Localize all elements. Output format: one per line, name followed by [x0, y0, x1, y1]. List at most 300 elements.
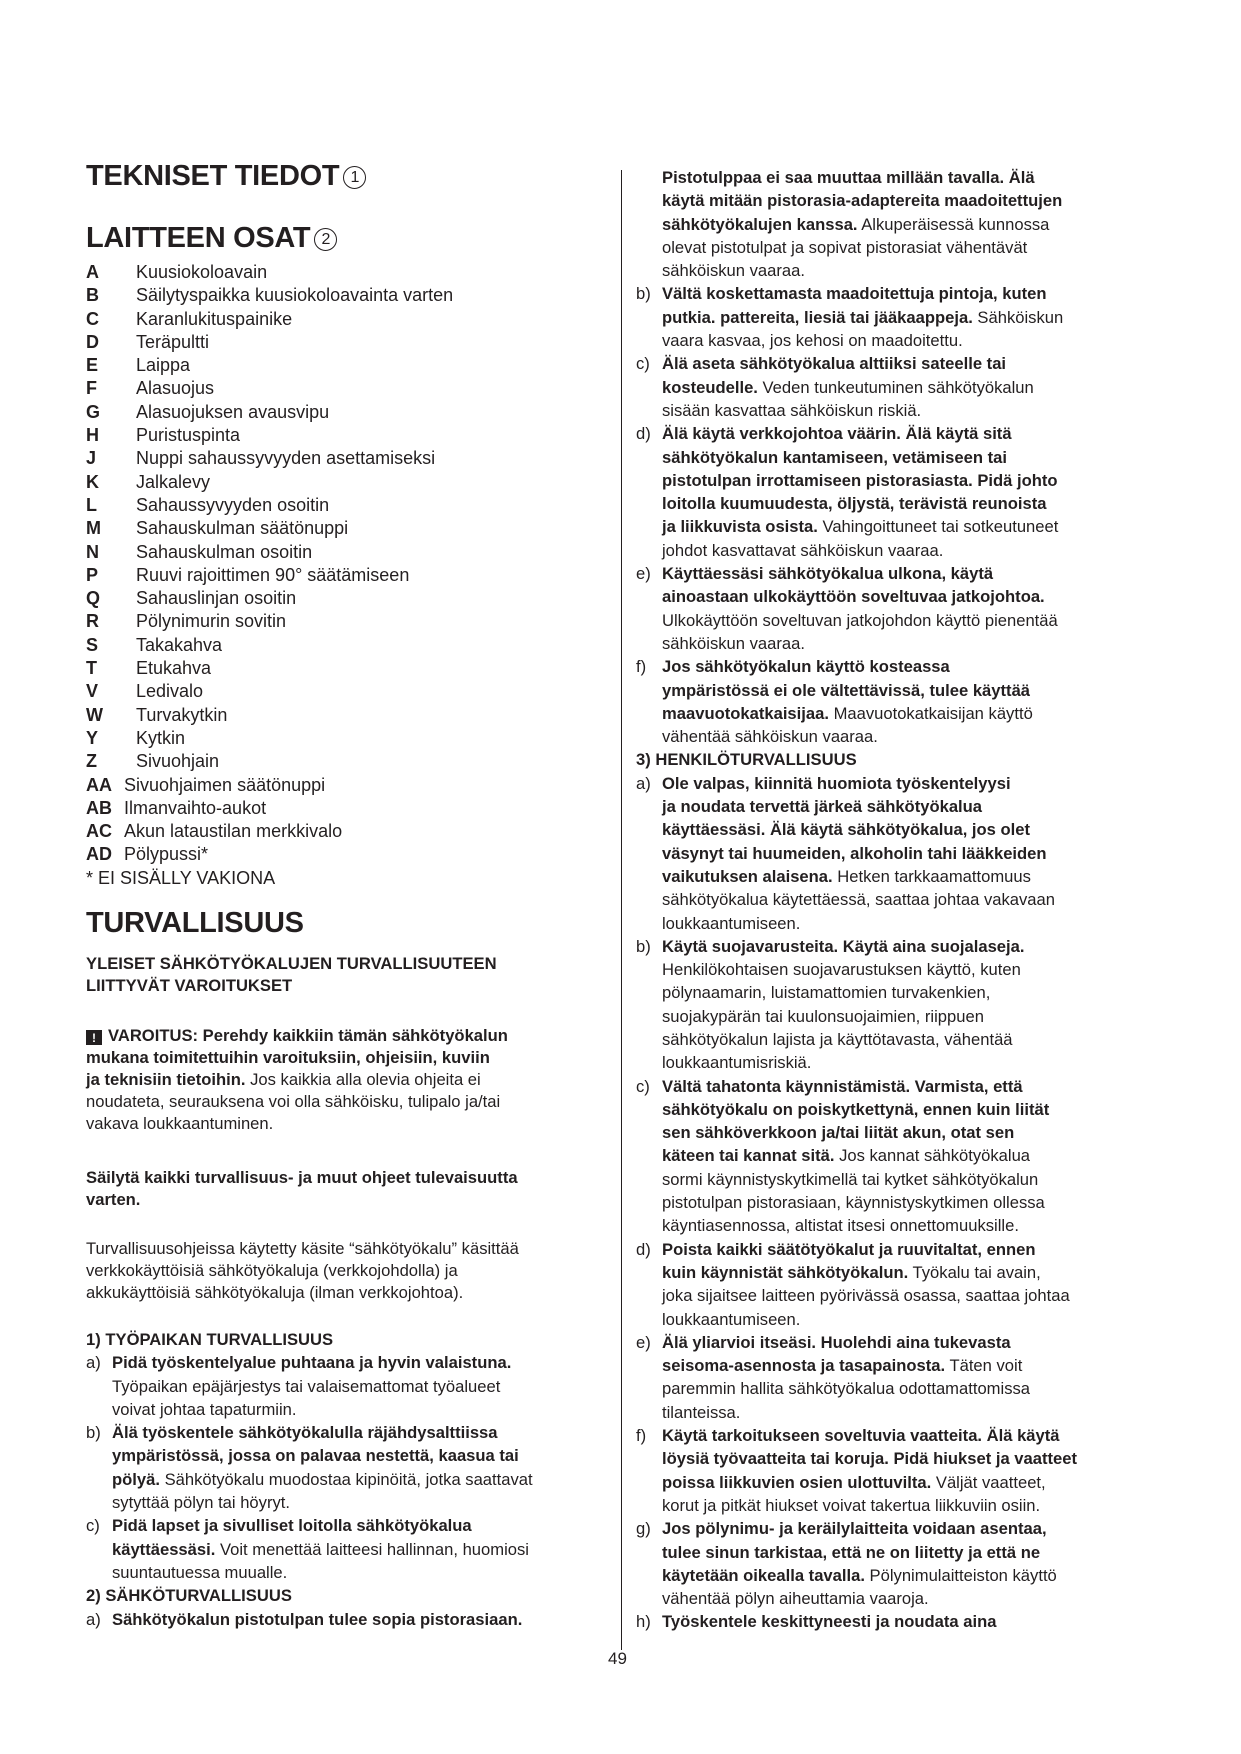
part-code: T	[86, 658, 97, 679]
item-bold-text: poissa liikkuvien osien ulottuvilta.	[662, 1472, 932, 1492]
part-label: Turvakytkin	[136, 704, 228, 725]
item-line	[662, 515, 1166, 538]
item-line	[662, 1144, 1166, 1167]
warning-line: ja teknisiin tietoihin.	[86, 1070, 246, 1089]
item-line	[662, 446, 1166, 469]
item-marker: f)	[636, 657, 647, 677]
page-number: 49	[608, 1649, 627, 1668]
item-bold-text: maavuotokatkaisijaa.	[662, 703, 829, 723]
item-plain-text: tilanteissa.	[662, 1402, 741, 1422]
item-line	[662, 1261, 1166, 1284]
item-plain-text: johdot kasvattavat sähköiskun vaaraa.	[662, 540, 944, 560]
item-line	[662, 842, 1166, 865]
item-line	[662, 1051, 1166, 1074]
item-plain-text: olevat pistotulpat ja sopivat pistorasiat vähentävät	[662, 237, 1028, 257]
parts-list-item	[86, 750, 606, 773]
item-line	[662, 1471, 1166, 1494]
warning-line: noudateta, seurauksena voi olla sähköisku, tulipalo ja/tai	[86, 1092, 501, 1111]
item-bold-text: Vältä koskettamasta maadoitettuja pintoja, kuten	[662, 284, 1047, 304]
item-text	[112, 1514, 616, 1584]
item-line	[662, 679, 1166, 702]
parts-list-item	[86, 774, 606, 797]
section-heading: 1) TYÖPAIKAN TURVALLISUUS	[86, 1330, 334, 1349]
item-bold-text: sähkötyökalu on poiskytkettynä, ennen kuin liität	[662, 1099, 1050, 1119]
item-line	[662, 1075, 1166, 1098]
parts-list-item	[86, 308, 606, 331]
item-text	[662, 655, 1166, 748]
item-bold-text: Älä käytä verkkojohtoa väärin. Älä käytä sitä	[662, 424, 1012, 444]
item-bold-text: käyttäessäsi. Älä käytä sähkötyökalua, jos olet	[662, 820, 1031, 840]
item-plain-text: Maavuotokatkaisijan käyttö	[828, 703, 1033, 723]
item-line	[662, 1564, 1166, 1587]
part-code: M	[86, 518, 101, 539]
item-line	[112, 1351, 616, 1374]
section-heading: 2) SÄHKÖTURVALLISUUS	[86, 1586, 292, 1606]
item-text	[662, 282, 1166, 352]
item-plain-text: Työkalu tai avain,	[908, 1262, 1041, 1282]
part-label: Ruuvi rajoittimen 90° säätämiseen	[136, 564, 410, 585]
subheading-line: YLEISET SÄHKÖTYÖKALUJEN TURVALLISUUTEEN	[86, 954, 497, 973]
item-line	[662, 1517, 1166, 1540]
item-line	[662, 236, 1166, 259]
item-marker: b)	[636, 284, 651, 304]
parts-list-item	[86, 494, 606, 517]
item-line	[112, 1561, 616, 1584]
item-bold-text: Pidä työskentelyalue puhtaana ja hyvin valaistuna.	[112, 1353, 512, 1373]
item-line	[662, 655, 1166, 678]
right-safety-items	[636, 166, 1166, 1634]
item-line	[662, 376, 1166, 399]
definition-line: akkukäyttöisiä sähkötyökaluja (ilman verkkojohtoa).	[86, 1283, 464, 1302]
item-text	[662, 352, 1166, 422]
part-label: Ledivalo	[136, 681, 204, 702]
item-line	[112, 1491, 616, 1514]
item-plain-text: vähentää sähköiskun vaaraa.	[662, 727, 878, 747]
item-bold-text: Työskentele keskittyneesti ja noudata aina	[662, 1612, 997, 1632]
item-marker: b)	[86, 1423, 101, 1443]
item-line	[662, 1028, 1166, 1051]
safety-item	[86, 1421, 616, 1514]
item-bold-text: ympäristössä ei ole vältettävissä, tulee käyttää	[662, 680, 1031, 700]
part-code: AA	[86, 774, 112, 795]
item-plain-text: pölynaamarin, luistamattomien turvakenkien,	[662, 983, 991, 1003]
item-plain-text: loukkaantumiseen.	[662, 913, 801, 933]
item-line	[112, 1608, 616, 1631]
item-line	[662, 1308, 1166, 1331]
part-label: Sahauskulman säätönuppi	[136, 518, 349, 539]
item-bold-text: Vältä tahatonta käynnistämistä. Varmista, että	[662, 1076, 1023, 1096]
item-line	[662, 958, 1166, 981]
left-safety-items	[86, 1328, 616, 1631]
item-marker: b)	[636, 936, 651, 956]
parts-list-item	[86, 354, 606, 377]
item-bold-text: Käytä suojavarusteita. Käytä aina suojalaseja.	[662, 936, 1025, 956]
part-label: Pölypussi*	[124, 844, 209, 865]
item-bold-text: käytä mitään pistorasia-adaptereita maadoitettujen	[662, 191, 1063, 211]
item-bold-text: kuin käynnistät sähkötyökalun.	[662, 1262, 909, 1282]
part-label: Sivuohjain	[136, 751, 220, 772]
item-text	[662, 1424, 1166, 1517]
item-line	[662, 1587, 1166, 1610]
part-code: J	[86, 448, 97, 469]
item-text	[662, 422, 1166, 562]
parts-list-item	[86, 424, 606, 447]
item-line	[662, 422, 1166, 445]
item-plain-text: käyntiasennossa, altistat itsesi onnettomuuksille.	[662, 1216, 1019, 1236]
item-line	[112, 1398, 616, 1421]
heading-text: TEKNISET TIEDOT	[86, 160, 340, 192]
item-line	[662, 795, 1166, 818]
heading-laitteen-osat	[86, 222, 337, 255]
item-bold-text: loitolla kuumuudesta, öljystä, terävistä reunoista	[662, 494, 1047, 514]
safety-item	[636, 1517, 1166, 1610]
item-line	[662, 1494, 1166, 1517]
item-bold-text: ja noudata tervettä järkeä sähkötyökalua	[662, 797, 983, 817]
item-line	[662, 1354, 1166, 1377]
item-line	[662, 562, 1166, 585]
item-plain-text: Vahingoittuneet tai sotkeutuneet	[817, 517, 1059, 537]
item-plain-text: sähköiskun vaaraa.	[662, 261, 805, 281]
item-plain-text: suuntautuessa muualle.	[112, 1562, 288, 1582]
parts-list-item	[86, 401, 606, 424]
item-line	[662, 213, 1166, 236]
part-label: Säilytyspaikka kuusiokoloavainta varten	[136, 285, 454, 306]
part-code: E	[86, 355, 99, 376]
item-bold-text: Sähkötyökalun pistotulpan tulee sopia pistorasiaan.	[112, 1609, 523, 1629]
item-bold-text: Pistotulppaa ei saa muuttaa millään tavalla. Älä	[662, 168, 1035, 187]
item-bold-text: kosteudelle.	[662, 377, 758, 397]
item-marker: c)	[86, 1516, 100, 1536]
item-line	[662, 282, 1166, 305]
part-label: Laippa	[136, 355, 191, 376]
item-line	[662, 981, 1166, 1004]
column-divider	[621, 170, 622, 1650]
item-line	[662, 1541, 1166, 1564]
item-marker: e)	[636, 564, 651, 584]
item-bold-text: Poista kaikki säätötyökalut ja ruuvitaltat, ennen	[662, 1239, 1036, 1259]
parts-list-item	[86, 704, 606, 727]
heading-text: LAITTEEN OSAT	[86, 222, 311, 254]
parts-list-item	[86, 680, 606, 703]
parts-list-item	[86, 541, 606, 564]
item-line	[662, 1121, 1166, 1144]
item-line	[662, 399, 1166, 422]
item-bold-text: sähkötyökalujen kanssa.	[662, 214, 858, 234]
part-code: C	[86, 308, 99, 329]
safety-item	[636, 352, 1166, 422]
item-text	[662, 166, 1166, 282]
item-plain-text: Alkuperäisessä kunnossa	[857, 214, 1050, 234]
item-bold-text: pistotulpan irrottamiseen pistorasiasta. Pidä johto	[662, 470, 1058, 490]
item-plain-text: Hetken tarkkaamattomuus	[832, 866, 1031, 886]
safety-item	[86, 1351, 616, 1421]
item-line	[662, 1377, 1166, 1400]
parts-list-item	[86, 447, 606, 470]
part-label: Kuusiokoloavain	[136, 262, 268, 282]
item-line	[662, 1447, 1166, 1470]
parts-list-item	[86, 820, 606, 843]
part-label: Teräpultti	[136, 331, 210, 352]
item-plain-text: Sähköiskun	[972, 307, 1064, 327]
item-text	[662, 772, 1166, 935]
item-text	[662, 1238, 1166, 1331]
part-code: Y	[86, 727, 99, 748]
item-marker: d)	[636, 424, 651, 444]
item-line	[662, 329, 1166, 352]
item-line	[662, 912, 1166, 935]
safety-item	[636, 655, 1166, 748]
item-plain-text: joka sijaitsee laitteen pyörivässä osassa, saattaa johtaa	[662, 1286, 1070, 1306]
item-plain-text: Väljät vaatteet,	[931, 1472, 1046, 1492]
item-line	[662, 585, 1166, 608]
item-plain-text: vaara kasvaa, jos kehosi on maadoitettu.	[662, 331, 963, 351]
part-code: AC	[86, 821, 112, 842]
item-line	[662, 1284, 1166, 1307]
item-bold-text: Älä aseta sähkötyökalua alttiiksi sateelle tai	[662, 354, 1007, 374]
part-code: Q	[86, 588, 101, 609]
item-line	[662, 888, 1166, 911]
item-bold-text: väsynyt tai huumeiden, alkoholin tahi lääkkeiden	[662, 843, 1047, 863]
part-label: Nuppi sahaussyvyyden asettamiseksi	[136, 448, 436, 469]
item-text	[662, 1331, 1166, 1424]
part-code: Z	[86, 751, 97, 772]
part-label: Etukahva	[136, 658, 212, 679]
item-bold-text: Älä yliarvioi itseäsi. Huolehdi aina tukevasta	[662, 1332, 1011, 1352]
part-code: R	[86, 611, 99, 632]
item-marker: h)	[636, 1612, 651, 1632]
parts-list-item	[86, 564, 606, 587]
item-bold-text: käytetään oikealla tavalla.	[662, 1565, 865, 1585]
item-text	[662, 562, 1166, 655]
safety-item	[636, 1075, 1166, 1238]
item-plain-text: Sähkötyökalu muodostaa kipinöitä, jotka saattavat	[159, 1469, 533, 1489]
item-bold-text: ainoastaan ulkokäyttöön soveltuvaa jatkojohtoa.	[662, 587, 1045, 607]
part-code: S	[86, 634, 99, 655]
item-marker: g)	[636, 1519, 651, 1539]
parts-list-item	[86, 657, 606, 680]
item-bold-text: Ole valpas, kiinnitä huomiota työskentelyysi	[662, 773, 1011, 793]
part-label: Sahauskulman osoitin	[136, 541, 313, 562]
subheading-general-warnings	[86, 953, 606, 997]
part-code: D	[86, 331, 99, 352]
safety-item	[636, 422, 1166, 562]
item-bold-text: pölyä.	[112, 1469, 160, 1489]
item-plain-text: Jos kannat sähkötyökalua	[834, 1146, 1031, 1166]
item-plain-text: paremmin hallita sähkötyökalua odottamattomissa	[662, 1379, 1031, 1399]
keep-line: Säilytä kaikki turvallisuus- ja muut ohjeet tulevaisuutta	[86, 1168, 518, 1187]
item-line	[112, 1375, 616, 1398]
parts-list-item	[86, 843, 606, 866]
item-plain-text: sähköiskun vaaraa.	[662, 633, 805, 653]
warning-paragraph	[86, 1025, 606, 1135]
part-code: K	[86, 471, 99, 492]
item-line	[662, 1424, 1166, 1447]
item-line	[662, 492, 1166, 515]
item-bold-text: Jos pölynimu- ja keräilylaitteita voidaan asentaa,	[662, 1519, 1047, 1539]
warning-line: VAROITUS: Perehdy kaikkiin tämän sähkötyökalun	[108, 1026, 508, 1045]
item-line	[662, 702, 1166, 725]
item-text	[112, 1351, 616, 1421]
definition-paragraph	[86, 1238, 606, 1304]
item-bold-text: käteen tai kannat sitä.	[662, 1146, 835, 1166]
part-label: Pölynimurin sovitin	[136, 611, 287, 632]
part-code: B	[86, 285, 99, 306]
part-code: A	[86, 262, 99, 282]
item-plain-text: sytyttää pölyn tai höyryt.	[112, 1493, 291, 1513]
item-line	[112, 1444, 616, 1467]
item-line	[662, 306, 1166, 329]
item-bold-text: sen sähköverkkoon ja/tai liität akun, otat sen	[662, 1123, 1015, 1143]
item-line	[662, 1238, 1166, 1261]
part-code: N	[86, 541, 99, 562]
safety-item	[636, 772, 1166, 935]
item-line	[662, 189, 1166, 212]
item-text	[662, 1610, 1166, 1633]
parts-list-item	[86, 634, 606, 657]
part-label: Sahauslinjan osoitin	[136, 588, 297, 609]
item-line	[662, 865, 1166, 888]
item-line	[662, 1098, 1166, 1121]
item-line	[662, 166, 1166, 189]
part-label: Alasuojuksen avausvipu	[136, 401, 330, 422]
item-line	[662, 632, 1166, 655]
item-bold-text: Käyttäessäsi sähkötyökalua ulkona, käytä	[662, 564, 994, 584]
item-bold-text: Käytä tarkoitukseen soveltuvia vaatteita. Älä käytä	[662, 1426, 1060, 1446]
part-label: Karanlukituspainike	[136, 308, 293, 329]
item-line	[662, 725, 1166, 748]
parts-list-item	[86, 284, 606, 307]
item-plain-text: sähkötyökalua käytettäessä, saattaa johtaa vakavaan	[662, 890, 1055, 910]
item-bold-text: löysiä työvaatteita tai koruja. Pidä hiukset ja vaatteet	[662, 1449, 1078, 1469]
subheading-line: LIITTYVÄT VAROITUKSET	[86, 976, 293, 995]
item-line	[662, 818, 1166, 841]
safety-item	[636, 1424, 1166, 1517]
item-line	[662, 1214, 1166, 1237]
warning-icon: !	[86, 1030, 102, 1045]
parts-list	[86, 261, 606, 890]
item-plain-text: pistotulpan pistorasiaan, käynnistyskytkimen ollessa	[662, 1193, 1045, 1213]
item-line	[662, 1168, 1166, 1191]
item-line	[112, 1421, 616, 1444]
section-heading: 3) HENKILÖTURVALLISUUS	[636, 750, 857, 770]
item-plain-text: voivat johtaa tapaturmiin.	[112, 1399, 297, 1419]
item-plain-text: suojakypärän tai kuulonsuojaimien, riippuen	[662, 1006, 984, 1026]
item-plain-text: Pölynimulaitteiston käyttö	[864, 1565, 1057, 1585]
item-plain-text: Voit menettää laitteesi hallinnan, huomiosi	[215, 1539, 529, 1559]
item-marker: f)	[636, 1426, 647, 1446]
item-marker: c)	[636, 354, 650, 374]
parts-list-item	[86, 377, 606, 400]
item-line	[662, 352, 1166, 375]
item-line	[112, 1514, 616, 1537]
parts-list-item	[86, 587, 606, 610]
parts-list-item	[86, 471, 606, 494]
keep-line: varten.	[86, 1190, 141, 1209]
item-marker: c)	[636, 1076, 650, 1096]
warning-line: vakava loukkaantuminen.	[86, 1114, 274, 1133]
item-line	[112, 1468, 616, 1491]
item-plain-text: Ulkokäyttöön soveltuvan jatkojohdon käyttö pienentää	[662, 610, 1058, 630]
item-plain-text: Täten voit	[945, 1356, 1023, 1376]
safety-item	[86, 1608, 616, 1631]
warning-line: mukana toimitettuihin varoituksiin, ohjeisiin, kuviin	[86, 1048, 490, 1067]
definition-line: Turvallisuusohjeissa käytetty käsite “sähkötyökalu” käsittää	[86, 1239, 519, 1258]
item-line	[662, 772, 1166, 795]
item-text	[662, 1075, 1166, 1238]
part-label: Ilmanvaihto-aukot	[124, 797, 267, 818]
part-code: G	[86, 401, 101, 422]
item-bold-text: Älä työskentele sähkötyökalulla räjähdysalttiissa	[112, 1423, 498, 1443]
item-bold-text: seisoma-asennosta ja tasapainosta.	[662, 1356, 946, 1376]
item-bold-text: Jos sähkötyökalun käyttö kosteassa	[662, 657, 950, 677]
parts-list-item	[86, 727, 606, 750]
item-marker	[636, 166, 662, 282]
item-text	[662, 935, 1166, 1075]
item-plain-text: Veden tunkeutuminen sähkötyökalun	[757, 377, 1034, 397]
safety-item	[636, 166, 1166, 282]
heading-tekniset-tiedot	[86, 160, 366, 193]
part-code: L	[86, 494, 97, 515]
parts-list-item	[86, 797, 606, 820]
item-bold-text: tulee sinun tarkistaa, että ne on liitetty ja että ne	[662, 1542, 1041, 1562]
safety-item	[636, 935, 1166, 1075]
safety-item	[636, 1238, 1166, 1331]
safety-item	[636, 282, 1166, 352]
item-line	[662, 1401, 1166, 1424]
item-text	[112, 1608, 616, 1631]
safety-item	[636, 562, 1166, 655]
safety-item	[636, 1610, 1166, 1633]
item-marker: a)	[86, 1353, 101, 1373]
item-plain-text: sormi käynnistyskytkimellä tai kytket sähkötyökalun	[662, 1169, 1039, 1189]
part-label: Sahaussyvyyden osoitin	[136, 494, 330, 515]
item-line	[112, 1538, 616, 1561]
item-plain-text: loukkaantumisriskiä.	[662, 1053, 812, 1073]
item-plain-text: korut ja pitkät hiukset voivat takertua liikkuviin osiin.	[662, 1495, 1041, 1515]
part-label: Puristuspinta	[136, 425, 241, 446]
item-line	[662, 1191, 1166, 1214]
part-code: F	[86, 378, 97, 399]
item-text	[662, 1517, 1166, 1610]
item-bold-text: Pidä lapset ja sivulliset loitolla sähkötyökalua	[112, 1516, 472, 1536]
part-code: AD	[86, 844, 112, 865]
item-marker: a)	[86, 1609, 101, 1629]
item-bold-text: ja liikkuvista osista.	[662, 517, 818, 537]
item-line	[662, 935, 1166, 958]
item-bold-text: vaikutuksen alaisena.	[662, 866, 833, 886]
part-code: H	[86, 425, 99, 446]
parts-note: * EI SISÄLLY VAKIONA	[86, 867, 276, 888]
warning-line: Jos kaikkia alla olevia ohjeita ei	[245, 1070, 481, 1089]
definition-line: verkkokäyttöisiä sähkötyökaluja (verkkojohdolla) ja	[86, 1261, 458, 1280]
part-label: Jalkalevy	[136, 471, 211, 492]
figure-ref-1: 1	[343, 166, 366, 189]
part-label: Sivuohjaimen säätönuppi	[124, 774, 326, 795]
parts-list-item	[86, 517, 606, 540]
item-line	[662, 1610, 1166, 1633]
item-line	[662, 259, 1166, 282]
part-label: Kytkin	[136, 727, 186, 748]
item-line	[662, 539, 1166, 562]
item-text	[112, 1421, 616, 1514]
item-plain-text: loukkaantumiseen.	[662, 1309, 801, 1329]
figure-ref-2: 2	[314, 228, 337, 251]
part-label: Takakahva	[136, 634, 223, 655]
part-label: Alasuojus	[136, 378, 215, 399]
item-bold-text: sähkötyökalun kantamiseen, vetämiseen tai	[662, 447, 1007, 467]
keep-instructions	[86, 1167, 606, 1211]
item-plain-text: Henkilökohtaisen suojavarustuksen käyttö, kuten	[662, 960, 1021, 980]
